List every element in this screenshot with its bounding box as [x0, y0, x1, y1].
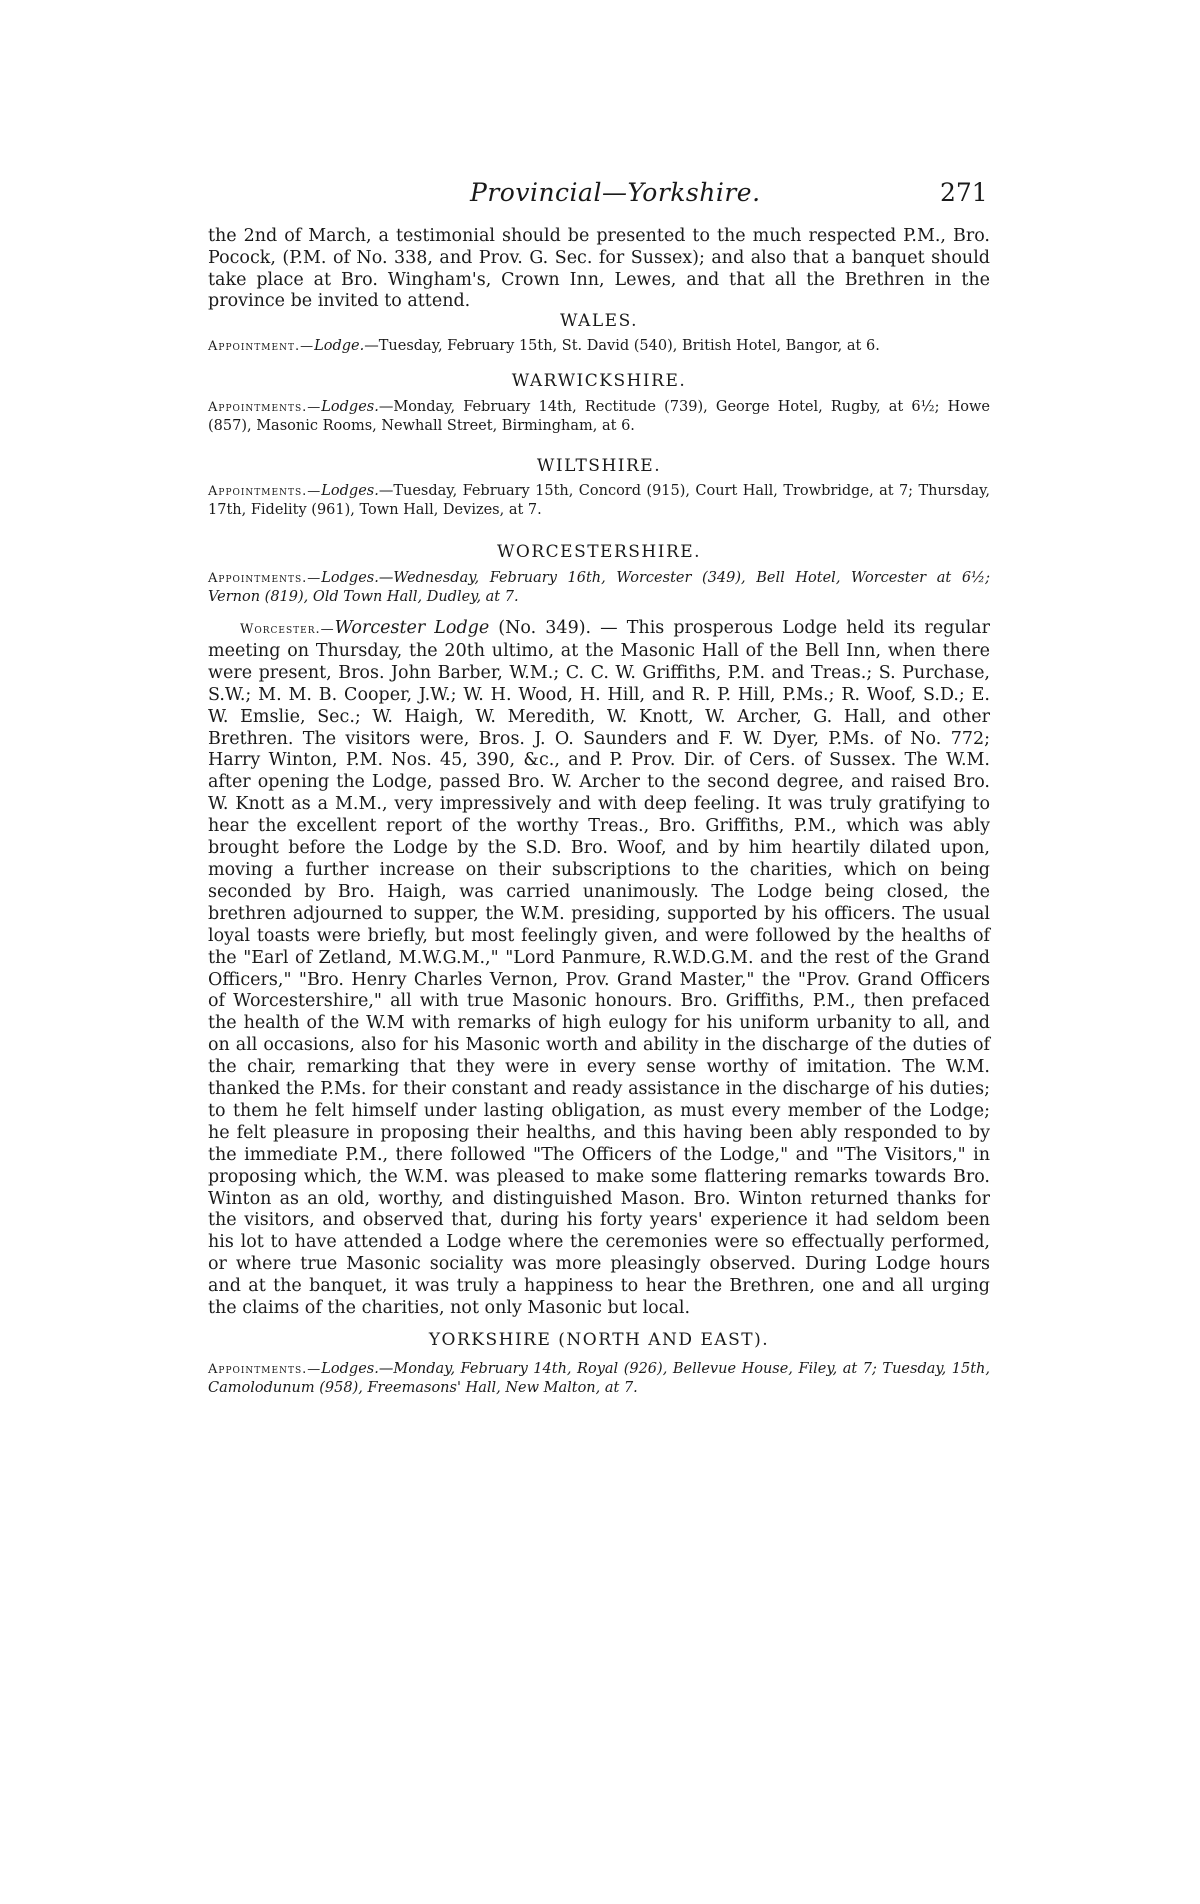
appointment-text: —Wednesday, February 16th, Worcester (349), Bell Hotel, Worcester at 6½; Vernon (819), Old Town Hall, Dudley, at 7.	[208, 570, 990, 605]
running-title: Provincial—Yorkshire.	[470, 178, 761, 207]
appointment-label: Appointments.—	[208, 571, 322, 586]
appointment-label: Appointment.—	[208, 339, 315, 354]
appointment-wiltshire	[208, 482, 990, 519]
heading-yorkshire: YORKSHIRE (NORTH AND EAST).	[428, 1330, 770, 1350]
appointment-sub: Lodges.	[321, 399, 379, 415]
page-number: 271	[940, 178, 988, 207]
heading-wales: WALES.	[559, 311, 639, 331]
appointment-sub: Lodge.	[314, 338, 365, 354]
appointment-text: —Monday, February 14th, Rectitude (739), George Hotel, Rugby, at 6½; Howe (857), Masonic Rooms, Newhall Street, Birmingham, at 6.	[208, 399, 990, 434]
report-title: Worcester Lodge	[334, 618, 490, 638]
appointment-text: —Monday, February 14th, Royal (926), Bellevue House, Filey, at 7; Tuesday, 15th, Camolodunum (958), Freemasons' Hall, New Malton, at 7.	[208, 1361, 990, 1396]
appointment-sub: Lodges.	[321, 1361, 379, 1377]
heading-wiltshire: WILTSHIRE.	[536, 456, 662, 476]
appointment-label: Appointments.—	[208, 400, 322, 415]
appointment-worcestershire	[208, 569, 990, 606]
appointment-text: —Tuesday, February 15th, Concord (915), Court Hall, Trowbridge, at 7; Thursday, 17th, Fidelity (961), Town Hall, Devizes, at 7.	[208, 483, 990, 518]
worcester-lodge-report	[208, 618, 990, 1320]
appointment-label: Appointments.—	[208, 484, 322, 499]
appointment-warwickshire	[208, 398, 990, 435]
appointment-yorkshire	[208, 1360, 990, 1397]
appointment-text: —Tuesday, February 15th, St. David (540), British Hotel, Bangor, at 6.	[364, 338, 880, 354]
appointment-sub: Lodges.	[321, 483, 379, 499]
report-lead: Worcester.—	[240, 622, 335, 637]
heading-warwickshire: WARWICKSHIRE.	[511, 371, 687, 391]
appointment-label: Appointments.—	[208, 1362, 322, 1377]
appointment-sub: Lodges.	[321, 570, 379, 586]
running-head	[0, 178, 1200, 212]
intro-paragraph: the 2nd of March, a testimonial should be presented to the much respected P.M., Bro. Pocock, (P.M. of No. 338, and Prov. G. Sec. for Sussex); and also that a banquet should take place at Bro. Wingham's, Crown Inn, Lewes, and that all the Brethren in the province be invited to attend.	[208, 226, 990, 312]
appointment-wales	[208, 337, 990, 356]
report-body: (No. 349). — This prosperous Lodge held its regular meeting on Thursday, the 20th ultimo, at the Masonic Hall of the Bell Inn, when there were present, Bros. John Barber, W.M.; C. C. W. Griffiths, P.M. and Treas.; S. Purchase, S.W.; M. M. B. Cooper, J.W.; W. H. Wood, H. Hill, and R. P. Hill, P.Ms.; R. Woof, S.D.; E. W. Emslie, Sec.; W. Haigh, W. Meredith, W. Knott, W. Archer, G. Hall, and other Brethren. The visitors were, Bros. J. O. Saunders and F. W. Dyer, P.Ms. of No. 772; Harry Winton, P.M. Nos. 45, 390, &c., and P. Prov. Dir. of Cers. of Sussex. The W.M. after opening the Lodge, passed Bro. W. Archer to the second degree, and raised Bro. W. Knott as a M.M., very impressively and with deep feeling. It was truly gratifying to hear the excellent report of the worthy Treas., Bro. Griffiths, P.M., which was ably brought before the Lodge by the S.D. Bro. Woof, and by him heartily dilated upon, moving a further increase on their subscriptions to the charities, which on being seconded by Bro. Haigh, was carried unanimously. The Lodge being closed, the brethren adjourned to supper, the W.M. presiding, supported by his officers. The usual loyal toasts were briefly, but most feelingly given, and were followed by the healths of the "Earl of Zetland, M.W.G.M.," "Lord Panmure, R.W.D.G.M. and the rest of the Grand Officers," "Bro. Henry Charles Vernon, Prov. Grand Master," the "Prov. Grand Officers of Worcestershire," all with true Masonic honours. Bro. Griffiths, P.M., then prefaced the health of the W.M with remarks of high eulogy for his uniform urbanity to all, and on all occasions, also for his Masonic worth and ability in the discharge of the duties of the chair, remarking that they were in every sense worthy of imitation. The W.M. thanked the P.Ms. for their constant and ready assistance in the discharge of his duties; to them he felt himself under lasting obligation, as must every member of the Lodge; he felt pleasure in proposing their healths, and this having been ably responded to by the immediate P.M., there followed "The Officers of the Lodge," and "The Visitors," in proposing which, the W.M. was pleased to make some flattering remarks towards Bro. Winton as an old, worthy, and distinguished Mason. Bro. Winton returned thanks for the visitors, and observed that, during his forty years' experience it had seldom been his lot to have attended a Lodge where the ceremonies were so effectually performed, or where true Masonic sociality was more pleasingly observed. During Lodge hours and at the banquet, it was truly a happiness to hear the Brethren, one and all urging the claims of the charities, not only Masonic but local.	[208, 618, 990, 1319]
heading-worcestershire: WORCESTERSHIRE.	[496, 542, 702, 562]
